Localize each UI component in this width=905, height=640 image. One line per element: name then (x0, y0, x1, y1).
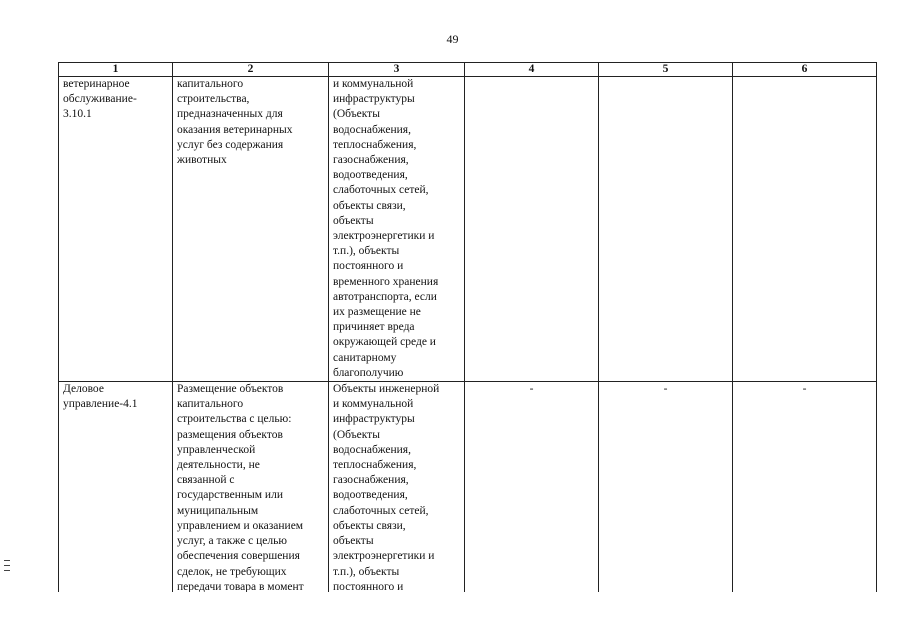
cell-description: капитального строительства, предназначенных для оказания ветеринарных услуг без содержания животных (173, 77, 329, 382)
column-header-3: 3 (329, 63, 465, 77)
table-header-row (59, 63, 877, 77)
cell-auxiliary-objects: и коммунальной инфраструктуры (Объекты водоснабжения, теплоснабжения, газоснабжения, водоотведения, слаботочных сетей, объекты связи, объекты электроэнергетики и т.п.), объекты постоянного и временного хранения автотранспорта, если их размещение не причиняет вреда окружающей среде и санитарному благополучию (329, 77, 465, 382)
table-row (59, 382, 877, 592)
cell-description: Размещение объектов капитального строительства с целью: размещения объектов управленческой деятельности, не связанной с государственным или муниципальным управлением и оказанием услуг, а также с целью обеспечения совершения сделок, не требующих передачи товара в момент (173, 382, 329, 592)
regulation-table (58, 62, 877, 592)
column-header-2: 2 (173, 63, 329, 77)
cell-auxiliary-objects: Объекты инженерной и коммунальной инфраструктуры (Объекты водоснабжения, теплоснабжения, газоснабжения, водоотведения, слаботочных сетей, объекты связи, объекты электроэнергетики и т.п.), объекты постоянного и (329, 382, 465, 592)
cell-col-5: - (599, 382, 733, 592)
column-header-4: 4 (465, 63, 599, 77)
column-header-6: 6 (733, 63, 877, 77)
cell-col-5 (599, 77, 733, 382)
cell-col-4: - (465, 382, 599, 592)
cell-col-6 (733, 77, 877, 382)
cell-col-6: - (733, 382, 877, 592)
cell-land-use-type: Деловое управление-4.1 (59, 382, 173, 592)
margin-binding-mark (4, 560, 10, 580)
column-header-5: 5 (599, 63, 733, 77)
page-number: 49 (446, 32, 459, 46)
column-header-1: 1 (59, 63, 173, 77)
cell-col-4 (465, 77, 599, 382)
table-row (59, 77, 877, 382)
cell-land-use-type: ветеринарное обслуживание- 3.10.1 (59, 77, 173, 382)
